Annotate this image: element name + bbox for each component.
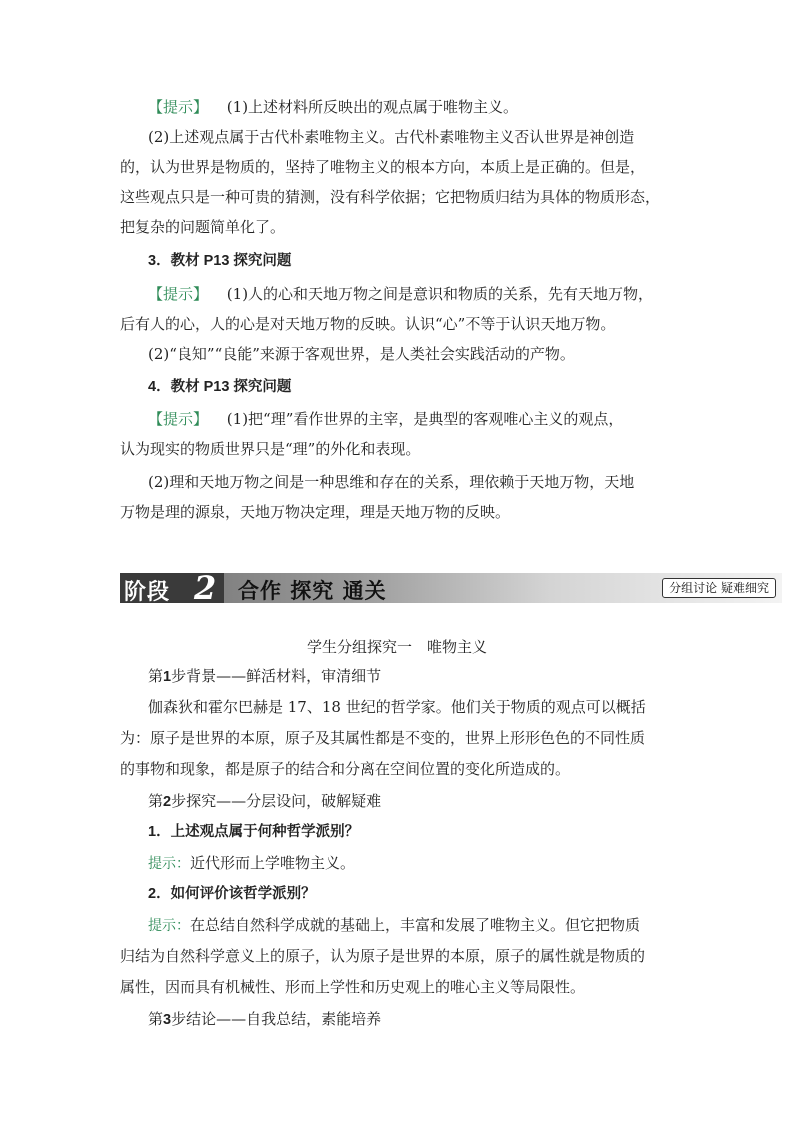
hint-label: 【提示】 [148, 410, 209, 428]
stage-label: 阶段 [124, 580, 171, 605]
paragraph-line: 的，认为世界是物质的，坚持了唯物主义的根本方向，本质上是正确的。但是， [120, 158, 646, 176]
hint-label: 提示： [148, 855, 190, 871]
step-text: 步探究——分层设问，破解疑难 [171, 792, 382, 810]
stage-badge [120, 569, 224, 607]
step-prefix: 第 [148, 792, 164, 810]
step-1-heading [148, 666, 381, 687]
answer-text: (1)人的心和天地万物之间是意识和物质的关系，先有天地万物， [226, 285, 654, 303]
paragraph-line: (2)理和天地万物之间是一种思维和存在的关系，理依赖于天地万物，天地 [148, 473, 635, 491]
answer-2 [148, 915, 640, 935]
paragraph-line: 后有人的心，人的心是对天地万物的反映。认识“心”不等于认识天地万物。 [120, 315, 616, 333]
step-2-heading [148, 791, 381, 812]
step-prefix: 第 [148, 667, 164, 685]
paragraph-line: 把复杂的问题简单化了。 [120, 218, 286, 236]
paragraph-line: 属性，因而具有机械性、形而上学性和历史观上的唯心主义等局限性。 [120, 978, 586, 996]
section-banner [120, 569, 782, 607]
step-number: 3 [163, 1012, 172, 1028]
hint-label: 【提示】 [148, 285, 209, 303]
paragraph-line: 万物是理的源泉，天地万物决定理，理是天地万物的反映。 [120, 503, 511, 521]
answer-1 [148, 853, 355, 873]
step-number: 2 [163, 794, 172, 810]
section-title: 学生分组探究一 唯物主义 [306, 638, 487, 656]
question-heading-4: 4．教材 P13 探究问题 [148, 379, 292, 395]
answer-text: 近代形而上学唯物主义。 [190, 854, 356, 872]
answer-line-3 [148, 284, 653, 304]
question-heading-3: 3．教材 P13 探究问题 [148, 253, 292, 269]
answer-text: (1)把“理”看作世界的主宰，是典型的客观唯心主义的观点， [226, 410, 624, 428]
paragraph-line: 这些观点只是一种可贵的猜测，没有科学依据；它把物质归结为具体的物质形态， [120, 188, 661, 206]
step-prefix: 第 [148, 1010, 164, 1028]
answer-text: (1)上述材料所反映出的观点属于唯物主义。 [226, 98, 519, 116]
step-3-heading [148, 1009, 381, 1030]
banner-title: 合作 探究 通关 [238, 578, 387, 603]
banner-tag: 分组讨论 疑难细究 [662, 578, 776, 598]
answer-line-1 [148, 97, 518, 117]
paragraph-line: 归结为自然科学意义上的原子，认为原子是世界的本原，原子的属性就是物质的 [120, 947, 646, 965]
answer-line-4 [148, 409, 623, 429]
step-text: 步结论——自我总结，素能培养 [171, 1010, 382, 1028]
hint-label: 【提示】 [148, 98, 209, 116]
paragraph-line: (2)上述观点属于古代朴素唯物主义。古代朴素唯物主义否认世界是神创造 [148, 128, 635, 146]
paragraph-line: 为：原子是世界的本原，原子及其属性都是不变的，世界上形形色色的不同性质 [120, 729, 646, 747]
answer-text: 在总结自然科学成就的基础上，丰富和发展了唯物主义。但它把物质 [190, 916, 641, 934]
stage-number: 2 [194, 569, 217, 607]
paragraph-line: 认为现实的物质世界只是“理”的外化和表现。 [120, 440, 421, 458]
question-1: 1．上述观点属于何种哲学派别？ [148, 824, 360, 840]
paragraph-line: (2)“良知”“良能”来源于客观世界，是人类社会实践活动的产物。 [148, 345, 575, 363]
hint-label: 提示： [148, 917, 190, 933]
step-text: 步背景——鲜活材料，审清细节 [171, 667, 382, 685]
paragraph-line: 伽森狄和霍尔巴赫是 17、18 世纪的哲学家。他们关于物质的观点可以概括 [148, 698, 646, 716]
question-2: 2．如何评价该哲学派别？ [148, 886, 316, 902]
paragraph-line: 的事物和现象，都是原子的结合和分离在空间位置的变化所造成的。 [120, 760, 571, 778]
step-number: 1 [163, 669, 172, 685]
